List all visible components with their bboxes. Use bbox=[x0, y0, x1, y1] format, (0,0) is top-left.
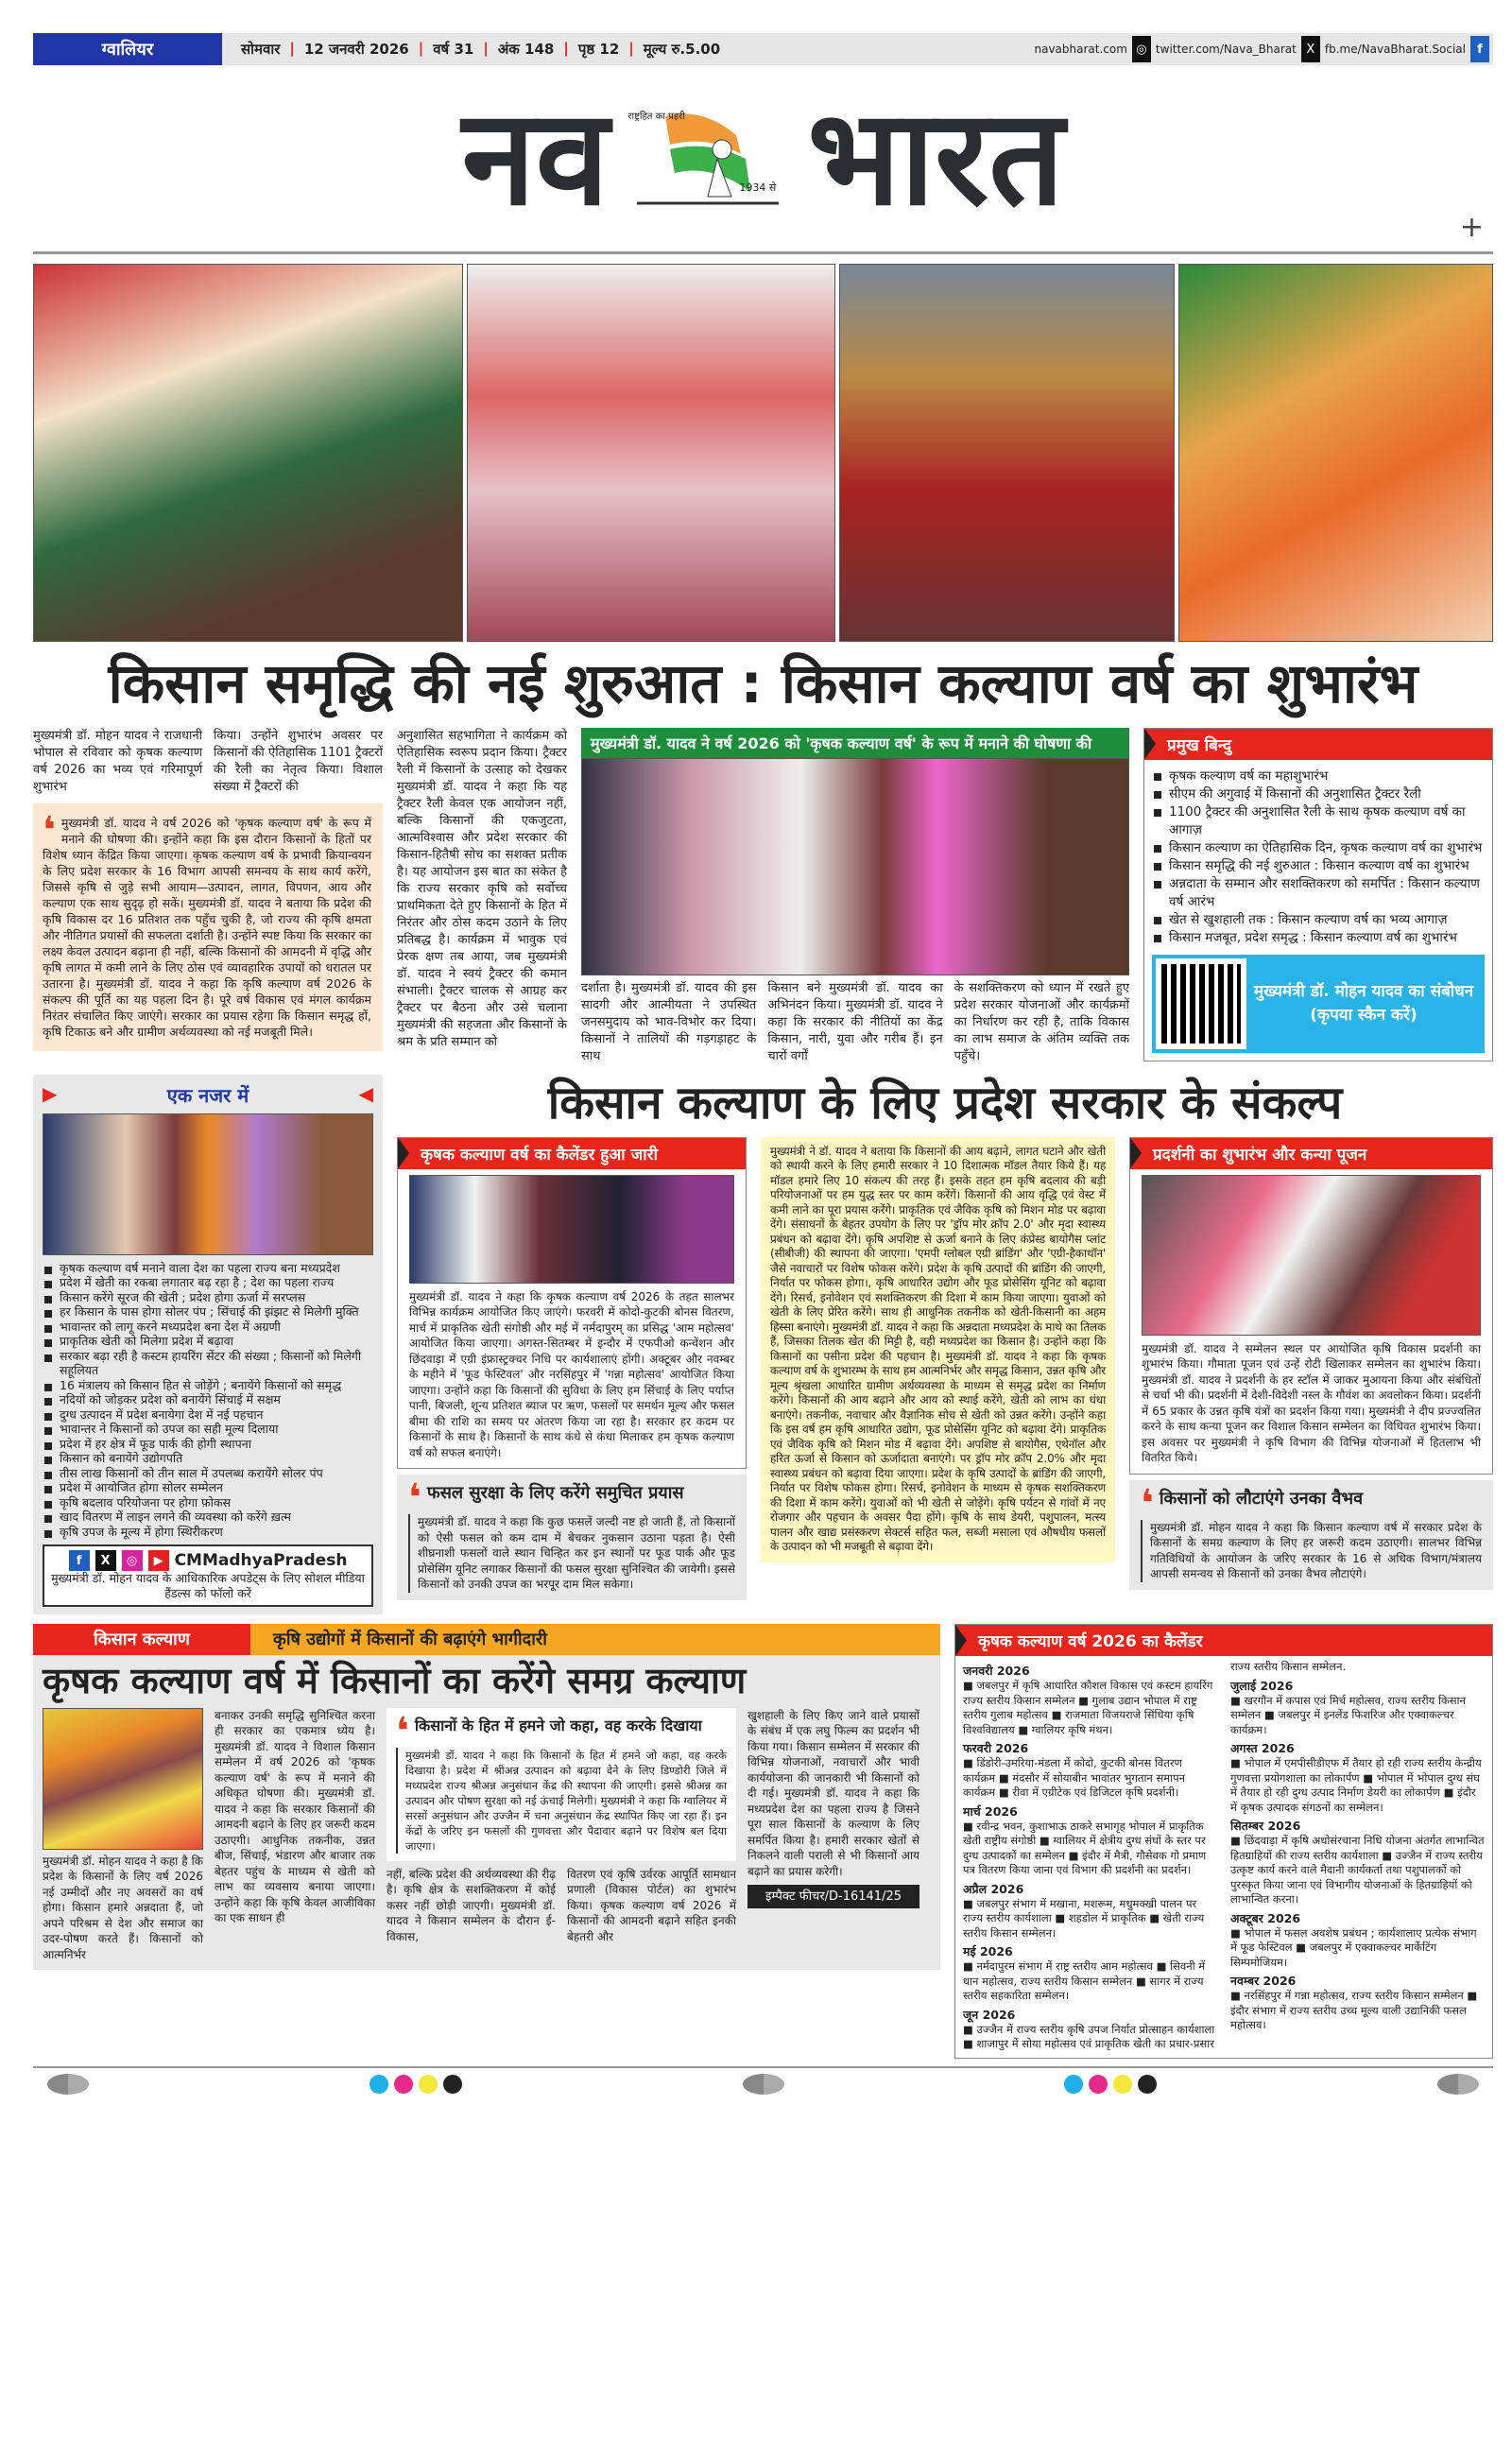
glory-text: मुख्यमंत्री डॉ. मोहन यादव ने कहा कि किसान कल्याण वर्ष में सरकार प्रदेश के किसानों के समग्र कल्याण के लिए हर जरूरी कदम उठाएगी। सालभर विभिन्न गतिविधियों के आयोजन के जरिए सरकार के 16 से अधिक विभाग/मंत्रालय आपसी समन्वय से किसानों को उनका वैभव लौटाएंगे। bbox=[1141, 1520, 1482, 1582]
registration-oval bbox=[743, 2074, 784, 2095]
glance-title-text: एक नजर में bbox=[166, 1083, 249, 1107]
list-item: प्रदेश में आयोजित होगा सोलर सम्मेलन bbox=[43, 1480, 373, 1495]
photo-cm-speech bbox=[43, 1708, 203, 1850]
calendar-month: फरवरी 2026 bbox=[963, 1741, 1029, 1755]
registration-cross: + bbox=[1459, 211, 1484, 244]
facebook-link[interactable]: fb.me/NavaBharat.Social bbox=[1324, 43, 1466, 56]
list-item: 16 मंत्रालय को किसान हित से जोड़ेंगे ; बनायेंगे किसानों को समृद्ध bbox=[43, 1378, 373, 1393]
list-item: खेत से खुशहाली तक : किसान कल्याण वर्ष का भव्य आगाज़ bbox=[1152, 911, 1485, 929]
bottom-col-5: खुशहाली के लिए किए जाने वाले प्रयासों के संबंध में एक लघु फिल्म का प्रदर्शन भी किया गया। किसान सम्मेलन में सरकार की विभिन्न योजनाओं, नवाचारों और भावी कार्ययोजना की जानकारी भी किसानों को दी गई। मुख्यमंत्री डॉ. यादव ने कहा कि मध्यप्रदेश देश का पहला राज्य है जिसने पूरा साल किसानों के कल्याण के लिए समर्पित किया है। हमारी सरकार खेतों से निकलने वाली पराली से भी किसानों आय बढ़ाने का प्रयास करेगी। bbox=[747, 1708, 919, 1878]
quote-mark-icon: ❛ bbox=[1141, 1481, 1154, 1526]
bottom-article bbox=[33, 1624, 940, 1970]
glance-list bbox=[43, 1261, 373, 1540]
calendar-release-title: कृषक कल्याण वर्ष का कैलेंडर हुआ जारी bbox=[398, 1138, 746, 1169]
arrow-left-icon: ◀ bbox=[358, 1081, 373, 1105]
calendar-month: अक्टूबर 2026 bbox=[1230, 1910, 1301, 1925]
bottom-headline: कृषक कल्याण वर्ष में किसानों का करेंगे समग्र कल्याण bbox=[43, 1660, 747, 1701]
page-count: पृष्ठ 12 bbox=[577, 41, 620, 58]
calendar-month: मार्च 2026 bbox=[963, 1803, 1018, 1819]
list-item: कृषि बदलाव परियोजना पर होगा फ़ोकस bbox=[43, 1495, 373, 1510]
story-col-4: दर्शाता है। मुख्यमंत्री डॉ. यादव की इस सादगी और आत्मीयता ने उपस्थित जनसमुदाय को भाव-विभोर कर दिया। किसानों ने तालियों की गड़गड़ाहट के साथ bbox=[581, 980, 757, 1063]
calendar-month: सितम्बर 2026 bbox=[1230, 1819, 1301, 1833]
calendar-events: ■ नरसिंहपुर में गन्ना महोत्सव, राज्य स्तरीय किसान सम्मेलन ■ इंदौर संभाग में राज्य स्तरीय उच्च मूल्य वाली उद्यानिकी फसल महोत्सव। bbox=[1230, 1989, 1478, 2031]
website-link[interactable]: navabharat.com bbox=[1034, 43, 1127, 56]
list-item: हर किसान के पास होगा सोलर पंप ; सिंचाई की झंझट से मिलेगी मुक्ति bbox=[43, 1304, 373, 1320]
bottom-quote-text: मुख्यमंत्री डॉ. यादव ने कहा कि किसानों के हित में हमने जो कहा, वह करके दिखाया है। प्रदेश में श्रीअन्न उत्पादन को बढ़ावा देने के लिए डिण्डोरी जिले में मध्यप्रदेश राज्य श्रीअन्न अनुसंधान केंद्र की स्थापना की जाएगी। इससे श्रीअन्न का उत्पादन और पोषण सुरक्षा को नई ऊंचाई मिलेगी। मुख्यमंत्री ने कहा कि ग्वालियर में सरसों अनुसंधान और उज्जैन में चना अनुसंधान केंद्र स्थापित किए जा रहा हैं। इन केंद्रों के जरिए इन फसलों की गुणवत्ता और पैदावार बढ़ाने पर विशेष बल दिया जाएगा। bbox=[396, 1748, 727, 1854]
calendar-events: ■ डिंडोरी-उमरिया-मंडला में कोदो, कुटकी बोनस वितरण कार्यक्रम ■ मंदसौर में सोयाबीन भावांतर भुगतान समापन कार्यक्रम ■ रीवा में एग्रीटेक एवं डिजिटल कृषि प्रदर्शनी। bbox=[963, 1756, 1185, 1799]
list-item: प्रदेश में खेती का रकबा लगातार बढ़ रहा है ; देश का पहला राज्य bbox=[43, 1275, 373, 1290]
crop-protection-box bbox=[397, 1475, 747, 1600]
social-handle[interactable]: CMMadhyaPradesh bbox=[174, 1551, 348, 1570]
lead-photo-block bbox=[581, 728, 1129, 1065]
photo-flag-waving bbox=[1178, 264, 1493, 642]
story-col-3: अनुशासित सहभागिता ने कार्यक्रम को ऐतिहासिक स्वरूप प्रदान किया। ट्रैक्टर रैली में किसानों के उत्साह को देखकर मुख्यमंत्री डॉ. यादव ने कहा कि यह ट्रैक्टर रैली केवल एक आयोजन नहीं, बल्कि किसानों की एकजुटता, आत्मविश्वास और प्रदेश सरकार की किसान-हितैषी सोच का सशक्त प्रतीक है। यह आयोजन इस बात का संकेत है कि राज्य सरकार कृषि को सर्वोच्च प्राथमिकता देते हुए किसानों के हित में निरंतर और ठोस कदम उठाने के लिए प्रतिबद्ध है। कार्यक्रम में भावुक एवं प्रेरक क्षण तब आया, जब मुख्यमंत्री डॉ. यादव ने स्वयं ट्रैक्टर की कमान संभाली। ट्रैक्टर चालक से आग्रह कर ट्रैक्टर पर बैठना और उसे चलाना मुख्यमंत्री की सहजता और किसानों के श्रम के प्रति सम्मान को bbox=[397, 728, 567, 1049]
list-item: भावान्तर ने किसानों को उपज का सही मूल्य दिलाया bbox=[43, 1422, 373, 1437]
youtube-icon[interactable]: ▶ bbox=[148, 1550, 169, 1571]
bottom-col-4: वितरण एवं कृषि उर्वरक आपूर्ति सामधान प्रणाली (विकास पोर्टल) का शुभारंभ किया। कृषक कल्याण वर्ष 2026 में किसानों की आमदनी बढ़ाने सहित इनकी बेहतरी और bbox=[567, 1867, 736, 1943]
quote-mark-icon: ❛ bbox=[396, 1709, 409, 1753]
story-col-1: मुख्यमंत्री डॉ. मोहन यादव ने राजधानी भोपाल से रविवार को कृषक कल्याण वर्ष 2026 का भव्य एवं गरिमापूर्ण शुभारंभ bbox=[33, 728, 202, 794]
list-item: कृषक कल्याण वर्ष का महाशुभारंभ bbox=[1152, 768, 1485, 785]
facebook-icon: f bbox=[1470, 36, 1489, 62]
list-item: नदियों को जोड़कर प्रदेश को बनायेंगे सिंचाई में सक्षम bbox=[43, 1392, 373, 1407]
calendar-month: जून 2026 bbox=[963, 2007, 1016, 2022]
ad-code: इम्पैक्ट फीचर/D-16141/25 bbox=[747, 1885, 919, 1908]
photo-calendar-release bbox=[409, 1175, 734, 1284]
color-dots bbox=[369, 2074, 462, 2095]
photo-cm-on-tractor bbox=[581, 758, 1129, 975]
pull-quote bbox=[33, 803, 383, 1051]
qr-title: मुख्यमंत्री डॉ. मोहन यादव का संबोधन bbox=[1253, 981, 1474, 1001]
photo-tractor-rally bbox=[839, 264, 1175, 642]
section-kicker: कृषि उद्योगों में किसानों की बढ़ाएंगे भागीदारी bbox=[250, 1624, 940, 1655]
registration-oval bbox=[47, 2074, 89, 2095]
calendar-events: ■ उज्जैन में राज्य स्तरीय कृषि उपज निर्यात प्रोत्साहन कार्यशाला ■ शाजापुर में सोया महोत्सव एवं प्राकृतिक खेती का प्रचार-प्रसार राज्य स्तरीय किसान सम्मेलन. bbox=[963, 1660, 1347, 2050]
resolutions-row bbox=[33, 1075, 1493, 1615]
globe-icon: ◎ bbox=[1132, 36, 1151, 62]
qr-banner bbox=[1152, 955, 1485, 1053]
calendar-events: ■ भोपाल में एमपीसीडीएफ में तैयार हो रही राज्य स्तरीय केन्द्रीय गुणवत्ता प्रयोगशाला का लोकार्पण ■ भोपाल में भोपाल दुग्ध संघ में तैयार हो रही दुग्ध उत्पाद निर्माण डेयरी का लोकार्पण ■ इंदौर में कृषक उत्पादक संगठनों का सम्मेलन। bbox=[1230, 1756, 1482, 1814]
x-icon: X bbox=[1301, 36, 1320, 62]
edition-city: ग्वालियर bbox=[33, 33, 222, 65]
exhibition-box bbox=[1129, 1137, 1493, 1475]
calendar-events: ■ खरगौन में कपास एवं मिर्च महोत्सव, राज्य स्तरीय किसान सम्मेलन ■ जबलपुर में इनलेंड फिशरिज और एक्वाकल्चर कार्यक्रम। bbox=[1230, 1693, 1466, 1736]
bottom-quote-box bbox=[387, 1708, 736, 1861]
registration-oval bbox=[1437, 2074, 1479, 2095]
list-item: किसान मजबूत, प्रदेश समृद्ध : किसान कल्याण वर्ष का शुभारंभ bbox=[1152, 929, 1485, 947]
calendar-events: ■ छिंदवाड़ा में कृषि अधोसंरचाना निधि योजना अंतर्गत लाभान्वित हितग्राहियों की राज्य स्तरीय कार्यशाला ■ उज्जैन में राज्य स्तरीय उत्कृष्ट कार्य करने वाले मैदानी कार्यकर्ता तथा पशुपालकों को पुरस्कृत किया जाना एवं विभागीय योजनाओं के हितग्राहियों को लाभान्वित करना। bbox=[1230, 1834, 1485, 1906]
bottom-col-3: नहीं, बल्कि प्रदेश की अर्थव्यवस्था की रीढ़ है। कृषि क्षेत्र के सशक्तिकरण में कोई कसर नहीं छोड़ी जाएगी। मुख्यमंत्री डॉ. यादव ने किसान सम्मेलन के दौरान ई-विकास, bbox=[387, 1867, 556, 1943]
calendar-month: मई 2026 bbox=[963, 1944, 1013, 1958]
list-item: भावान्तर को लागू करने मध्यप्रदेश बना देश में अग्रणी bbox=[43, 1320, 373, 1335]
exhibition-title: प्रदर्शनी का शुभारंभ और कन्या पूजन bbox=[1130, 1138, 1492, 1169]
arrow-right-icon: ▶ bbox=[43, 1081, 58, 1105]
calendar-month: अप्रैल 2026 bbox=[963, 1881, 1024, 1896]
bottom-row bbox=[33, 1624, 1493, 2059]
photo-header: मुख्यमंत्री डॉ. यादव ने वर्ष 2026 को 'कृषक कल्याण वर्ष' के रूप में मनाने की घोषणा की bbox=[581, 728, 1129, 758]
lead-story-left bbox=[33, 728, 383, 1051]
facebook-icon[interactable]: f bbox=[69, 1550, 90, 1571]
top-info-bar: ग्वालियर सोमवार | 12 जनवरी 2026 | वर्ष 31 | अंक 148 | पृष्ठ 12 | मूल्य रु.5.00 navabharat.com ◎ twitter.com/Nava_Bharat X fb.me/NavaBharat.Social f bbox=[33, 33, 1493, 65]
list-item: प्रदेश में हर क्षेत्र में फूड पार्क की होगी स्थापना bbox=[43, 1437, 373, 1452]
section-tag: किसान कल्याण bbox=[33, 1624, 250, 1655]
list-item: सरकार बढ़ा रही है कस्टम हायरिंग सेंटर की संख्या ; किसानों को मिलेगी सहूलियत bbox=[43, 1349, 373, 1378]
key-points-title: प्रमुख बिन्दु bbox=[1144, 729, 1492, 760]
calendar-month: नवम्बर 2026 bbox=[1230, 1974, 1297, 1988]
calendar-month: अगस्त 2026 bbox=[1230, 1741, 1295, 1755]
issue-number: अंक 148 bbox=[497, 41, 555, 58]
at-a-glance-panel bbox=[33, 1075, 383, 1615]
print-registration-marks bbox=[33, 2068, 1493, 2100]
calendar-events: ■ नर्मदापुरम संभाग में राष्ट्र स्तरीय आम महोत्सव ■ सिवनी में धान महोत्सव, राज्य स्तरीय किसान सम्मेलन ■ सागर में राज्य स्तरीय सहकारिता सम्मेलन। bbox=[963, 1959, 1206, 2002]
calendar-release-text: मुख्यमंत्री डॉ. यादव ने कहा कि कृषक कल्याण वर्ष 2026 के तहत सालभर विभिन्न कार्यक्रम आयोजित किए जाएंगे। फरवरी में कोदो-कुटकी बोनस वितरण, मार्च में प्राकृतिक खेती संगोष्ठी और मई में नर्मदापुरम् का प्रसिद्ध 'आम महोत्सव' आयोजित किया जाएगा। अगस्त-सितम्बर में इन्दौर में एफपीओ कन्वेंशन और छिंदवाड़ा में एग्री इंफ्रास्ट्रक्चर निधि पर कार्यशालाएं होंगी। अक्टूबर और नवम्बर के महीने में 'फूड फेस्टिवल' और नरसिंहपुर में 'गन्ना महोत्सव' आयोजित किया जाएगा। उन्होंने कहा कि किसानों की सुविधा के लिए हम सिंचाई के लिए पर्याप्त पानी, बिजली, शून्य प्रतिशत ब्याज पर ऋण, फसलों पर समर्थन मूल्य और फसल बीमा की राशि का समय पर अंतरण किया जा रहा है। सरकार हर कदम पर किसानों के साथ है। किसानों के साथ कंधे से कंधा मिलाकर हम कृषक कल्याण वर्ष को सफल बनाएंगे। bbox=[409, 1289, 734, 1459]
photo-lamp-lighting bbox=[43, 1113, 373, 1255]
weekday: सोमवार bbox=[241, 41, 281, 58]
lead-story-row bbox=[33, 728, 1493, 1065]
calendar-events: ■ रवीन्द्र भवन, कुशाभाऊ ठाकरे सभागृह भोपाल में प्राकृतिक खेती राष्ट्रीय संगोष्ठी ■ ग्वालियर में क्षेत्रीय दुग्ध संघों के स्तर पर दुग्ध उत्पादकों का सम्मेलन ■ इंदौर में मैत्री, गौसेवक गो प्रमाण पत्र वितरण किया जाना एवं विभाग की प्रदर्शनी का प्रदर्शन। bbox=[963, 1819, 1207, 1876]
key-points-list bbox=[1152, 768, 1485, 947]
main-headline: किसान समृद्धि की नई शुरुआत : किसान कल्याण वर्ष का शुभारंभ bbox=[108, 651, 1418, 716]
volume: वर्ष 31 bbox=[433, 41, 474, 58]
calendar-months bbox=[955, 1656, 1492, 2058]
calendar-release-box bbox=[397, 1137, 747, 1470]
list-item: सीएम की अगुवाई में किसानों की अनुशासित ट्रैक्टर रैली bbox=[1152, 785, 1485, 803]
list-item: प्राकृतिक खेती को मिलेगा प्रदेश में बढ़ावा bbox=[43, 1334, 373, 1349]
quote-mark-icon: ❛ bbox=[43, 808, 56, 853]
list-item: कृषि उपज के मूल्य में होगा स्थिरीकरण bbox=[43, 1525, 373, 1540]
list-item: किसान कल्याण का ऐतिहासिक दिन, कृषक कल्याण वर्ष का शुभारंभ bbox=[1152, 839, 1485, 857]
quote-mark-icon: ❛ bbox=[408, 1476, 421, 1520]
key-points-box bbox=[1143, 728, 1493, 1061]
resolutions-col-a bbox=[397, 1137, 747, 1600]
follow-text: मुख्यमंत्री डॉ. मोहन यादव के आधिकारिक अपडेट्स के लिए सोशल मीडिया हैंडल्स को फॉलो करें bbox=[51, 1571, 365, 1600]
second-headline: किसान कल्याण के लिए प्रदेश सरकार के संकल्प bbox=[547, 1076, 1343, 1130]
list-item: दुग्ध उत्पादन में प्रदेश बनायेगा देश में नई पहचान bbox=[43, 1407, 373, 1423]
flag-logo bbox=[627, 107, 788, 211]
x-icon[interactable]: X bbox=[95, 1550, 116, 1571]
photo-crowd bbox=[467, 264, 835, 642]
date: 12 जनवरी 2026 bbox=[303, 41, 409, 58]
bottom-col-1: मुख्यमंत्री डॉ. मोहन यादव ने कहा है कि प्रदेश के किसानों के लिए वर्ष 2026 नई उम्मीदों और नए अवसरों का वर्ष होगा। किसान हमारे अन्नदाता हैं, जो अपने परिश्रम से देश और समाज का उदर-पोषण करते हैं। किसानों को आत्मनिर्भर bbox=[43, 1854, 203, 1961]
logo-tagline: राष्ट्रहित का प्रहरी bbox=[627, 111, 685, 122]
bottom-quote-title: किसानों के हित में हमने जो कहा, वह करके दिखाया bbox=[414, 1716, 702, 1734]
calendar-box bbox=[954, 1624, 1493, 2059]
list-item: कृषक कल्याण वर्ष मनाने वाला देश का पहला राज्य बना मध्यप्रदेश bbox=[43, 1261, 373, 1276]
list-item: खाद वितरण में लाइन लगने की व्यवस्था को करेंगे ख़त्म bbox=[43, 1510, 373, 1525]
social-follow-box bbox=[43, 1544, 373, 1607]
logo-since: 1934 से bbox=[739, 181, 777, 194]
photo-ribbon-cutting bbox=[33, 264, 463, 642]
list-item: किसान समृद्धि की नई शुरुआत : किसान कल्याण वर्ष का शुभारंभ bbox=[1152, 857, 1485, 875]
list-item: अन्नदाता के सम्मान और सशक्तिकरण को समर्पित : किसान कल्याण वर्ष आरंभ bbox=[1152, 875, 1485, 911]
instagram-icon[interactable]: ◎ bbox=[122, 1550, 143, 1571]
story-col-2: किया। उन्होंने शुभारंभ अवसर पर किसानों की ऐतिहासिक 1101 ट्रैक्टरों की रैली का नेतृत्व किया। विशाल संख्या में ट्रैक्टरों की bbox=[214, 728, 383, 794]
calendar-events: ■ भोपाल में फसल अवशेष प्रबंधन ; कार्यशालाए प्रत्येक संभाग में फूड फेस्टिवल ■ जबलपुर में एक्वाकल्चर मार्केटिंग सिम्पमोजियम। bbox=[1230, 1925, 1477, 1969]
list-item: किसान करेंगे सूरज की खेती ; प्रदेश होगा ऊर्जा में सरप्लस bbox=[43, 1290, 373, 1305]
photo-cow-worship bbox=[1142, 1175, 1481, 1336]
color-dots bbox=[1064, 2074, 1157, 2095]
price: मूल्य रु.5.00 bbox=[643, 41, 721, 58]
crop-protection-title: फसल सुरक्षा के लिए करेंगे समुचित प्रयास bbox=[426, 1483, 684, 1503]
qr-note: (कृपया स्कैन करें) bbox=[1310, 1005, 1418, 1025]
calendar-title: कृषक कल्याण वर्ष 2026 का कैलेंडर bbox=[955, 1625, 1492, 1656]
qr-code[interactable] bbox=[1156, 958, 1246, 1049]
resolutions-main bbox=[397, 1075, 1493, 1600]
calendar-events: ■ जबलपुर में कृषि आधारित कौशल विकास एवं कस्टम हायरिंग राज्य स्तरीय किसान सम्मेलन ■ गुलाब उद्यान भोपाल में राष्ट्र स्तरीय गुलाब महोत्सव ■ राजमाता विजयराजे सिंधिया कृषि विश्वविद्यालय ■ ग्वालियर कृषि मंथन। bbox=[963, 1679, 1213, 1736]
crop-protection-text: मुख्यमंत्री डॉ. यादव ने कहा कि कुछ फसलें जल्दी नष्ट हो जाती हैं, तो किसानों को ऐसी फसल को कम दाम में बेचकर नुकसान उठाना पड़ता है। ऐसी शीघ्रनाशी फसलों वाले स्थान चिन्हित कर इन स्थानों पर फूड पार्क और फूड प्रोसेसिंग यूनिट लगाकर किसानों की फसल सुरक्षा सुनिश्चित की जायेगी। इससे किसानों को उनकी उपज का भरपूर दाम मिल सकेगा। bbox=[408, 1514, 735, 1593]
glory-title: किसानों को लौटाएंगे उनका वैभव bbox=[1159, 1488, 1364, 1509]
masthead-right: भारत bbox=[807, 80, 1065, 235]
exhibition-text: मुख्यमंत्री डॉ. यादव ने सम्मेलन स्थल पर आयोजित कृषि विकास प्रदर्शनी का शुभारंभ किया। गौमाता पूजन एवं उन्हें रोटी खिलाकर सम्मेलन का शुभारंभ किया। मुख्यमंत्री डॉ. यादव ने प्रदर्शनी के हर स्टॉल में जाकर मुआयना किया और संबंधितों से चर्चा भी की। प्रदर्शनी में देशी-विदेशी नस्ल के गौवंश का अवलोकन किया। प्रदर्शनी में 65 प्रकार के उन्नत कृषि यंत्रों का प्रदर्शन किया गया। मुख्यमंत्री ने दीप प्रज्ज्वलित करने के साथ कन्या पूजन कर विशाल किसान सम्मेलन का विधिवत शुभारंभ किया। इस अवसर पर मुख्यमंत्री ने कृषि विभाग की विभिन्न योजनाओं में हितलाभ भी वितरित किये। bbox=[1142, 1341, 1481, 1464]
story-col-6: के सशक्तिकरण को ध्यान में रखते हुए प्रदेश सरकार योजनाओं और कार्यक्रमों का निर्धारण कर रही है, ताकि विकास का लाभ समाज के अंतिम व्यक्ति तक पहुँचे। bbox=[954, 980, 1129, 1063]
masthead-left: नव bbox=[461, 80, 610, 235]
ten-model-article: मुख्यमंत्री ने डॉ. यादव ने बताया कि किसानों की आय बढ़ाने, लागत घटाने और खेती को स्थायी करने के लिए हमारी सरकार ने 10 दिशात्मक मॉडल तैयार किये हैं। यह मॉडल हमारे लिए 10 संकल्प की तरह हैं। इसके तहत हम कृषि बदलाव की बड़ी परियोजनाओं पर हम युद्ध स्तर पर काम करेंगें। किसानों की आय वृद्धि एवं वेस्ट में कमी लाने का पूरा प्रयास करेंगे। प्राकृतिक एवं जैविक कृषि को मिशन मोड पर बढ़ावा देंगे। संसाधनों के बेहतर उपयोग के लिए पर 'ड्रॉप मोर क्रॉप 2.0' और मृदा स्वास्थ्य प्रबंधन को बढ़ावा देंगे। कृषि अपशिष्ट से ऊर्जा बनाने के लिए कंप्रेस्ड बायोगैस प्लांट (सीबीजी) की स्थापना की जाएगा। 'एमपी ग्लोबल एग्री ब्रांडिंग' और 'एग्री-हैकाथॉन' जैसे नवाचारों पर विशेष फोकस करेंगे। प्रदेश के कृषि उत्पादों की ब्रांडिंग की जाएगी, निर्यात पर फोकस होगा।, कृषि आधारित उद्योग और फूड प्रोसेसिंग यूनिट को बढ़ावा देंगे। रिसर्च, इनोवेशन एवं सशक्तिकरण की दिशा में काम किया जाएगा। युवाओं को खेती के लिए प्रेरित करेंगे। साथ ही आधुनिक तकनीक को खेती-किसानी का अहम हिस्सा बनाएंगे। मुख्यमंत्री डॉ. यादव ने कहा कि अन्नदाता मध्यप्रदेश के माथे का तिलक हैं, जिसका तिलक खेत की मिट्टी है, वही मध्यप्रदेश का किसान है। उन्होंने कहा कि किसानों का पसीना प्रदेश की पहचान है। मुख्यमंत्री डॉ. यादव ने कहा कि कृषक कल्याण वर्ष के शुभारम्भ के साथ हम आत्मनिर्भर और समृद्ध किसान, उन्नत कृषि और मूल्य श्रृंखला आधारित ग्रामीण अर्थव्यवस्था के माध्यम से समृद्ध प्रदेश का निर्माण करेंगे। किसानों की आय बढ़ाने और आय को स्थाई करेंगे, खेती को लाभ का धंधा बनाएंगे। तकनीक, नवाचार और वैज्ञानिक सोच से खेती को उन्नत करेंगे। उन्होंने कहा कि इस वर्ष हम कृषि आधारित उद्योग, फूड प्रोसेसिंग यूनिट को बढ़ावा देंगे। प्राकृतिक एवं जैविक कृषि को मिशन मोड में बढ़ावा देंगे। अपशिष्ट से बायोगैस, एथेनॉल और हरित ऊर्जा से किसान को ऊर्जादाता बनाएंगे। पर ड्रॉप मोर क्रॉप 2.0% और मृदा स्वास्थ्य प्रबंधन को बढ़ावा दिया जाएगा। प्रदेश के कृषि उत्पादों के ब्रांडिंग की जाएगी, निर्यात पर विशेष फोकस होगा। रिसर्च, इनोवेशन के माध्यम से कृषक सशक्तिकरण की दिशा में काम करेंगे। युवाओं को भी खेती से जोड़ेंगे। कृषि पर्यटन से गांवों में नए रोजगार और पहचान के अवसर पैदा होंगे। कृषि के साथ डेयरी, पशुपालन, मत्स्य पालन और खाद्य प्रसंस्करण सेक्टर्स सहित फल, सब्जी मसाला एवं औषधीय फसलों के उत्पादन को भी मजबूती से बढ़ावा देंगे। bbox=[761, 1137, 1115, 1562]
list-item: 1100 ट्रैक्टर की अनुशासित रैली के साथ कृषक कल्याण वर्ष का आगाज़ bbox=[1152, 803, 1485, 839]
list-item: तीस लाख किसानों को तीन साल में उपलब्ध करायेंगे सोलर पंप bbox=[43, 1466, 373, 1481]
calendar-month: जनवरी 2026 bbox=[963, 1664, 1030, 1678]
bottom-col-2: बनाकर उनकी समृद्धि सुनिश्चित करना ही सरकार का एकमात्र ध्येय है। मुख्यमंत्री डॉ. यादव ने विशाल किसान सम्मेलन में वर्ष 2026 को 'कृषक कल्याण वर्ष' के रूप में मनाने की अधिकृत घोषणा की। मुख्यमंत्री डॉ. यादव ने कहा कि सरकार किसानों की आमदनी बढ़ाने के लिए हर जरूरी कदम उठाएगी। आधुनिक तकनीक, उन्नत बीज, सिंचाई, भंडारण और बाजार तक बेहतर पहुंच के माध्यम से खेती को लाभ का व्यवसाय बनाया जाएगा। उन्होंने कहा कि कृषि केवल आजीविका का एक साधन ही bbox=[215, 1708, 375, 1924]
masthead bbox=[33, 65, 1493, 254]
photo-strip bbox=[33, 264, 1493, 642]
twitter-link[interactable]: twitter.com/Nava_Bharat bbox=[1155, 43, 1297, 56]
calendar-events: ■ जबलपुर संभाग में मखाना, मशरूम, मधुमक्खी पालन पर राज्य स्तरीय कार्यशाला ■ शहडोल में प्राकृतिक ■ खेती राज्य स्तरीय किसान सम्मेलन। bbox=[963, 1896, 1205, 1940]
glance-title bbox=[43, 1082, 373, 1108]
story-col-5: किसान बने मुख्यमंत्री डॉ. यादव का अभिनंदन किया। मुख्यमंत्री डॉ. यादव ने कहा कि सरकार की नीतियों का केंद्र किसान, नारी, युवा और गरीब हैं। इन चारों वर्गों bbox=[767, 980, 943, 1063]
glory-box bbox=[1129, 1480, 1493, 1590]
list-item: किसान को बनायेंगे उद्योगपति bbox=[43, 1451, 373, 1466]
resolutions-col-c bbox=[1129, 1137, 1493, 1590]
flag-icon bbox=[627, 107, 788, 211]
pull-quote-text: मुख्यमंत्री डॉ. यादव ने वर्ष 2026 को 'कृषक कल्याण वर्ष' के रूप में मनाने की घोषणा की। इन्होंने कहा कि इस दौरान किसानों के हितों पर विशेष ध्यान केंद्रित किया जाएगा। कृषक कल्याण वर्ष के प्रभावी क्रियान्वयन के लिए प्रदेश सरकार के 16 विभाग आपसी समन्वय के साथ कार्य करेंगे, जिससे कृषि से जुड़े सभी आयाम—उत्पादन, लागत, विपणन, आय और कल्याण एक साथ सुदृढ़ हो सकें। मुख्यमंत्री डॉ. यादव ने बताया कि प्रदेश की कृषि विकास दर 16 प्रतिशत तक पहुँच चुकी है, जो राज्य की कृषि क्षमता और नीतिगत प्रयासों की सफलता दर्शाती है। उन्होंने स्पष्ट किया कि सरकार का लक्ष्य केवल उत्पादन बढ़ाना ही नहीं, बल्कि किसानों की आमदनी में वृद्धि और कृषि लागत में कमी लाने के लिए ठोस एवं व्यावहारिक उपायों को धरातल पर उतारना है। मुख्यमंत्री डॉ. यादव ने कहा कि कृषि कल्याण वर्ष 2026 के संकल्प की पूर्ति का यह पहला दिन है। पूरे वर्ष विकास एवं मंगल कार्यक्रम निरंतर संचालित किए जाएंगे। सरकार का प्रयास रहेगा कि किसान समृद्ध हों, कृषि टिकाऊ बने और ग्रामीण अर्थव्यवस्था को नई मजबूती मिले। bbox=[43, 815, 371, 1039]
calendar-month: जुलाई 2026 bbox=[1230, 1678, 1294, 1693]
